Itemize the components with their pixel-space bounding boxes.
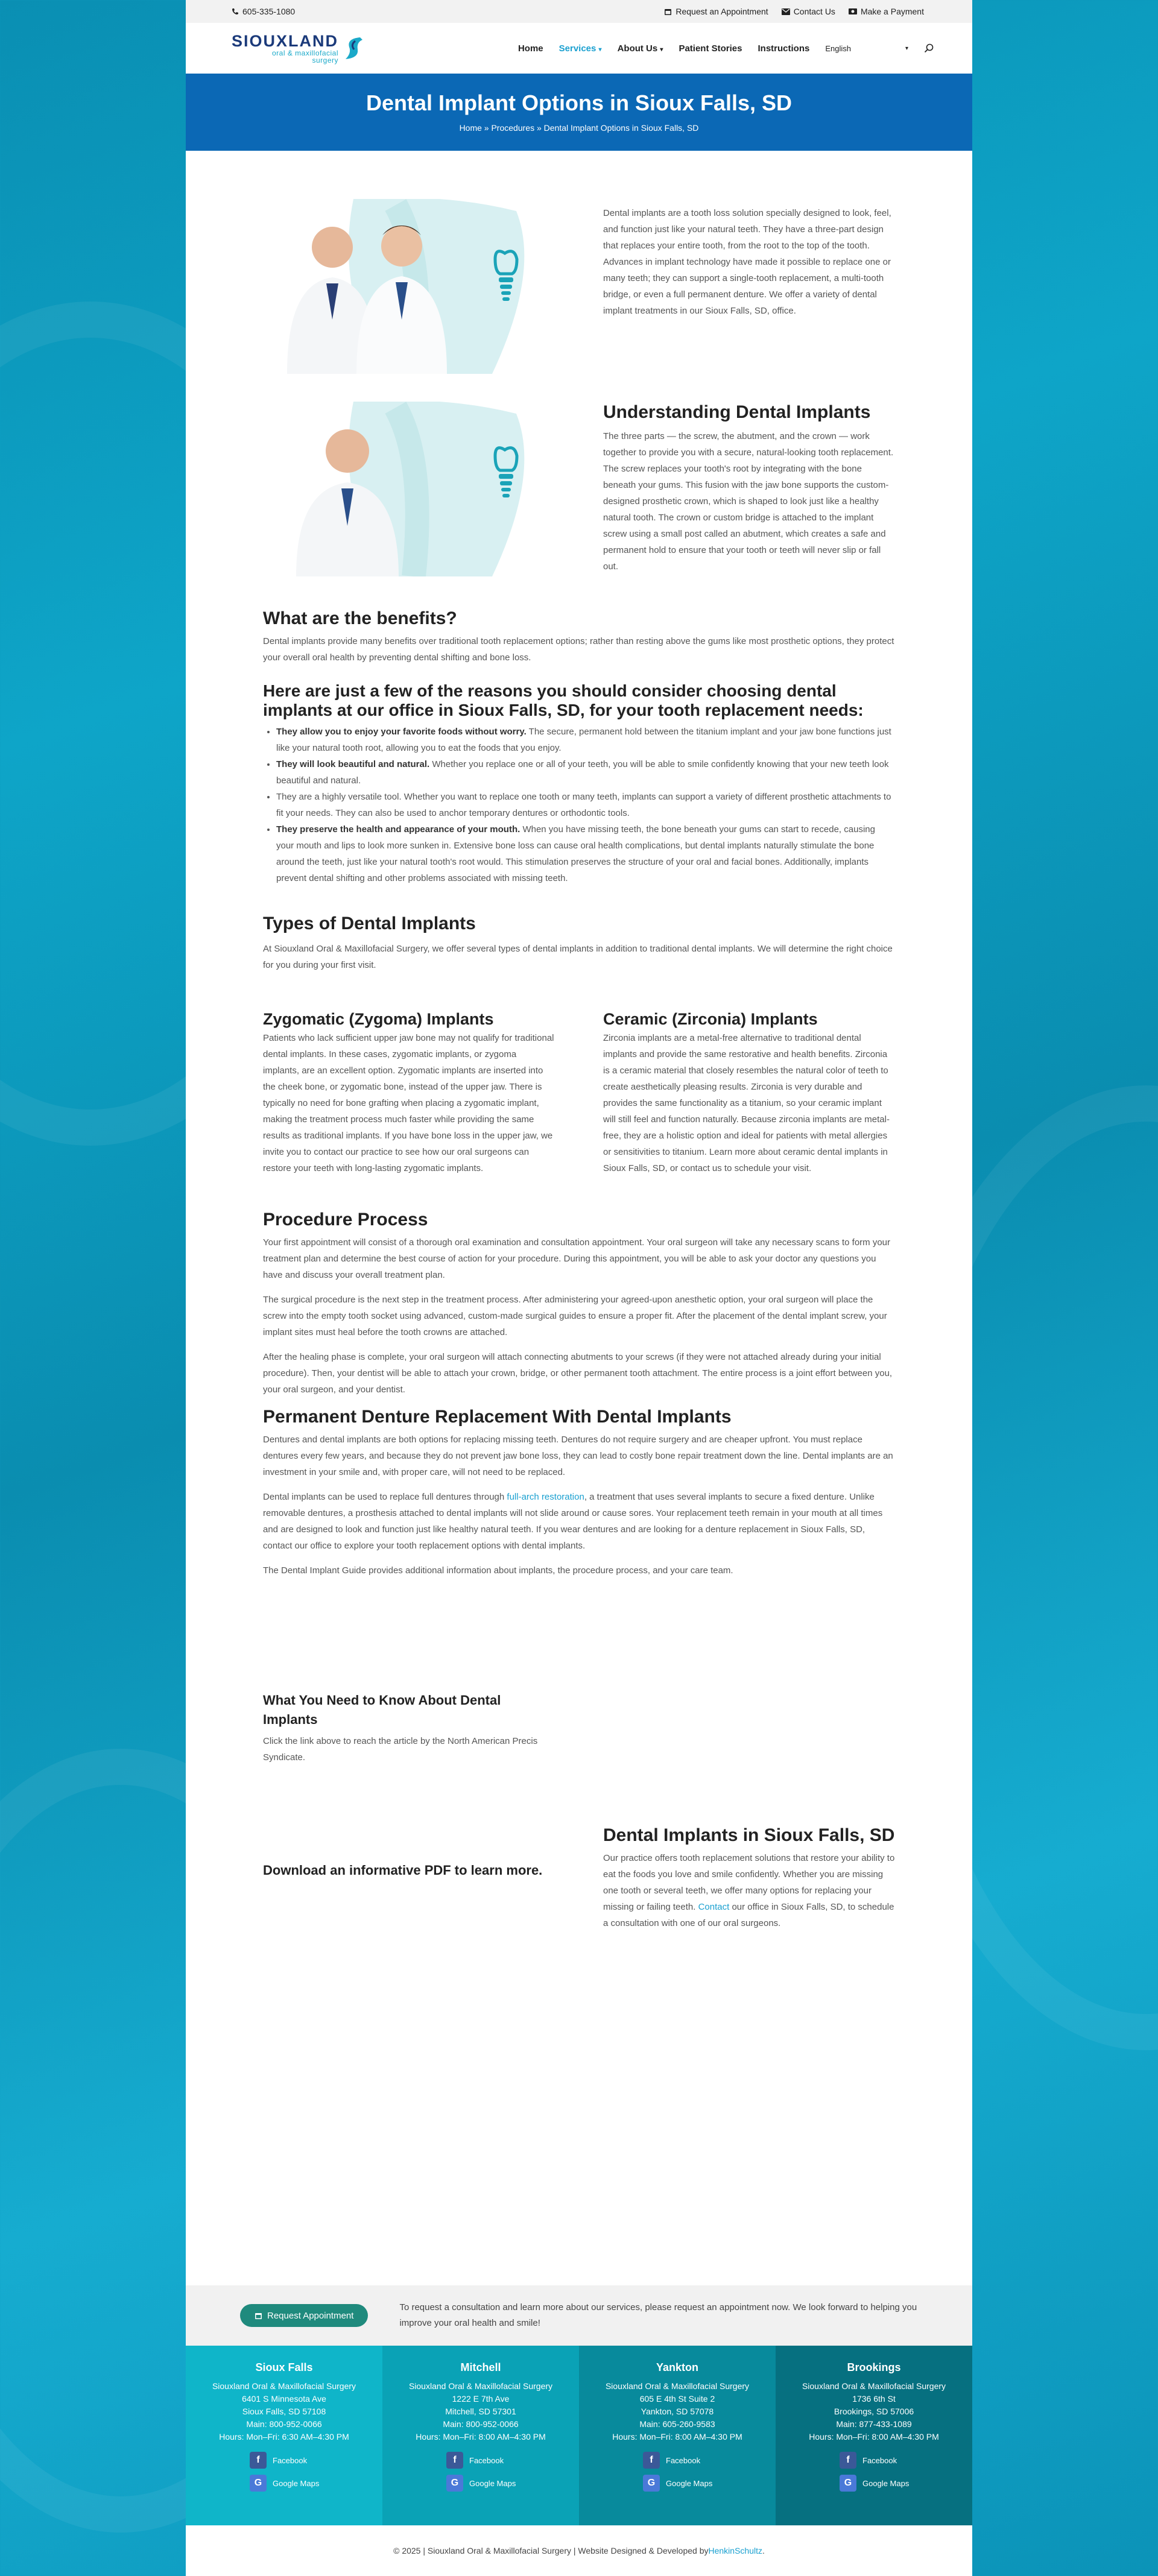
article-paragraph: Click the link above to reach the article by the North American Precis Syndicate. [263,1736,538,1763]
google-icon: G [446,2475,463,2492]
chevron-down-icon: ▾ [660,46,663,53]
procedure-paragraph-2: The surgical procedure is the next step in the treatment process. After administering your agreed-upon anesthetic option, your oral surgeon will place the screw into the empty tooth socket using advanced, custom-made surgical guides to ensure a proper fit. After the placement of the dental implant screw, your implant sites must heal before the tooth crowns are attached. [263,1295,887,1337]
location-city: Yankton, SD 57078 [641,2407,714,2416]
location-city: Mitchell, SD 57301 [445,2407,516,2416]
intro-section [263,199,895,374]
appointment-cta-bar [186,2285,972,2346]
location-street: 1736 6th St [852,2394,896,2404]
logo-wordmark: SIOUXLAND [232,31,339,50]
phone-number: 605-335-1080 [242,7,296,16]
contact-us-link[interactable] [782,7,835,16]
phone-icon [232,8,239,15]
article-heading[interactable]: What You Need to Know About Dental Implants [263,1693,501,1727]
location-card-brookings [776,2346,972,2525]
location-city: Sioux Falls, SD 57108 [242,2407,326,2416]
calendar-icon [255,2312,262,2320]
closing-section [263,1825,895,1931]
nav-item-patient-stories[interactable]: Patient Stories [679,43,742,54]
full-arch-restoration-link[interactable]: full-arch restoration [507,1492,584,1502]
location-hours: Hours: Mon–Fri: 8:00 AM–4:30 PM [612,2432,742,2442]
facebook-link[interactable]: f Facebook [446,2452,579,2469]
make-payment-link[interactable] [849,7,924,16]
request-appointment-button-label: Request Appointment [267,2310,354,2321]
location-practice: Siouxland Oral & Maxillofacial Surgery [605,2381,750,2391]
contact-link[interactable]: Contact [698,1902,730,1912]
language-select[interactable]: English ▾ [825,43,908,53]
zygomatic-heading: Zygomatic (Zygoma) Implants [263,1010,494,1028]
sioux-falls-heading: Dental Implants in Sioux Falls, SD [603,1825,895,1845]
facebook-icon: f [840,2452,856,2469]
ceramic-heading: Ceramic (Zirconia) Implants [603,1010,818,1028]
contact-us-label: Contact Us [793,7,835,16]
implant-types-section [263,1009,895,1176]
understanding-section [263,402,895,576]
developer-link[interactable]: HenkinSchultz [708,2546,762,2555]
location-name: Sioux Falls [255,2361,313,2373]
logo-swirl-icon [342,35,366,62]
location-card-sioux-falls [186,2346,382,2525]
nav-item-home[interactable]: Home [517,43,543,54]
google-maps-link[interactable]: G Google Maps [250,2475,382,2492]
location-hours: Hours: Mon–Fri: 6:30 AM–4:30 PM [219,2432,349,2442]
sioux-falls-paragraph: Our practice offers tooth replacement solutions that restore your ability to eat the foods you love and smile confidently. Whether you are missing one tooth or several teeth, we offer many options for replacing your missing or failing teeth. Contact our office in Sioux Falls, SD, to schedule a consultation with one of our oral surgeons. [603,1853,895,1928]
understanding-heading: Understanding Dental Implants [603,402,871,422]
nav-item-about-us[interactable]: About Us ▾ [617,43,663,54]
denture-paragraph-2: Dental implants can be used to replace full dentures through full-arch restoration, a treatment that uses several implants to secure a fixed denture. Unlike removable dentures, a prosthesis attached to dental implants will not slide around or cause sores. Your replacement teeth remain in your mouth at all times and are designed to look and function just like healthy natural teeth. If you wear dentures and are looking for a denture replacement in Sioux Falls, SD, contact our office to explore your tooth replacement options with dental implants. [263,1492,883,1551]
request-appointment-link[interactable] [664,7,768,16]
location-city: Brookings, SD 57006 [834,2407,914,2416]
location-street: 605 E 4th St Suite 2 [639,2394,715,2404]
facebook-icon: f [250,2452,267,2469]
location-phone[interactable]: Main: 605-260-9583 [639,2419,715,2429]
envelope-icon [782,8,790,15]
location-phone[interactable]: Main: 877-433-1089 [836,2419,912,2429]
google-maps-link[interactable]: G Google Maps [643,2475,776,2492]
location-street: 1222 E 7th Ave [452,2394,510,2404]
site-footer [186,2525,972,2576]
location-phone[interactable]: Main: 800-952-0066 [246,2419,322,2429]
list-item: • They preserve the health and appearance of your mouth. When you have missing teeth, the bone beneath your gums can start to recede, causing your mouth and lips to look more sunken in. Extensive bone loss can cause oral health complications, but dental implants naturally stimulate the bone around the teeth, just like your natural tooth's root would. This stimulation preserves the structure of your oral and facial bones. Additionally, implants prevent dental shifting and other problems associated with missing teeth. [276,821,895,886]
logo-subtitle-2: surgery [312,55,339,65]
calendar-icon [664,8,672,16]
article-block [263,1691,555,1766]
surgeons-photo [263,199,555,374]
request-appointment-button[interactable] [240,2304,368,2327]
footer-period: . [762,2546,765,2555]
copyright-text: © 2025 | Siouxland Oral & Maxillofacial Surgery | Website Designed & Developed by [393,2546,709,2555]
page-hero [186,74,972,151]
benefits-paragraph: Dental implants provide many benefits over traditional tooth replacement options; rather than resting above the gums like most prosthetic options, they protect your overall oral health by preventing dental shifting and bone loss. [263,636,894,663]
search-icon[interactable] [924,43,934,53]
breadcrumb[interactable]: Home » Procedures » Dental Implant Options in Sioux Falls, SD [459,123,699,133]
ceramic-paragraph: Zirconia implants are a metal-free alternative to traditional dental implants and provide the same restorative and health benefits. Zirconia is a ceramic material that closely resembles the natural color of teeth to create aesthetically pleasing results. Zirconia is very durable and provides the same functionality as a titanium, so your ceramic implant will still feel and function naturally. Because zirconia implants are metal-free, they are a holistic option and ideal for patients with metal allergies or sensitivities to titanium. Learn more about ceramic dental implants in Sioux Falls, SD, or contact us to schedule your visit. [603,1033,890,1173]
location-phone[interactable]: Main: 800-952-0066 [443,2419,519,2429]
facebook-link[interactable]: f Facebook [643,2452,776,2469]
zygomatic-paragraph: Patients who lack sufficient upper jaw bone may not qualify for traditional dental implants. In these cases, zygomatic implants, or zygoma implants, are an excellent option. Zygomatic implants are inserted into the cheek bone, or zygomatic bone, instead of the upper jaw. There is typically no need for bone grafting when placing a zygomatic implant, making the treatment process much faster while providing the same results as traditional implants. If you have bone loss in the upper jaw, we invite you to contact our practice to see how our oral surgeons can restore your teeth with long-lasting zygomatic implants. [263,1033,554,1173]
page-container [186,0,972,2576]
surgeon-photo [263,402,555,576]
location-practice: Siouxland Oral & Maxillofacial Surgery [408,2381,553,2391]
list-item: • They will look beautiful and natural. Whether you replace one or all of your teeth, you will be able to smile confidently knowing that your new teeth look beautiful and natural. [276,756,895,789]
payment-icon [849,8,857,15]
list-item: • They allow you to enjoy your favorite foods without worry. The secure, permanent hold between the titanium implant and your jaw bone functions just like your natural tooth root, allowing you to eat the foods that you enjoy. [276,724,895,756]
facebook-icon: f [446,2452,463,2469]
types-heading: Types of Dental Implants [263,914,476,933]
google-maps-link[interactable]: G Google Maps [840,2475,972,2492]
procedure-heading: Procedure Process [263,1210,428,1230]
google-maps-link[interactable]: G Google Maps [446,2475,579,2492]
google-icon: G [643,2475,660,2492]
facebook-link[interactable]: f Facebook [250,2452,382,2469]
denture-paragraph-3: The Dental Implant Guide provides additional information about implants, the procedure process, and your care team. [263,1565,733,1576]
cta-text: To request a consultation and learn more about our services, please request an appointment now. We look forward to helping you improve your oral health and smile! [399,2302,917,2328]
locations-section [186,2346,972,2525]
site-header [186,23,972,74]
location-practice: Siouxland Oral & Maxillofacial Surgery [212,2381,356,2391]
procedure-paragraph-3: After the healing phase is complete, your oral surgeon will attach connecting abutments to your screws (if they were not attached already during your initial procedure). Then, your dentist will be able to attach your crown, bridge, or other permanent tooth attachment. The entire process is a joint effort between you, your oral surgeon, and your dentist. [263,1352,893,1395]
page-title: Dental Implant Options in Sioux Falls, SD [365,90,793,115]
location-name: Yankton [656,2361,698,2373]
facebook-link[interactable]: f Facebook [840,2452,972,2469]
benefits-heading: What are the benefits? [263,608,457,628]
types-paragraph: At Siouxland Oral & Maxillofacial Surgery, we offer several types of dental implants in addition to traditional dental implants. We will determine the right choice for you during your first visit. [263,944,893,970]
google-icon: G [250,2475,267,2492]
main-nav [518,43,934,54]
denture-paragraph-1: Dentures and dental implants are both options for replacing missing teeth. Dentures do not require surgery and are cheaper upfront. You must replace dentures every few years, and because they do not prevent jaw bone loss, they can lead to costly bone repair treatment down the line. Dental implants are an investment in your smile and, with proper care, will not need to be replaced. [263,1435,893,1477]
procedure-paragraph-1: Your first appointment will consist of a thorough oral examination and consultation appointment. Your oral surgeon will take any necessary scans to form your treatment plan and determine the best course of action for your procedure. During this appointment, you will be able to ask your doctor any questions you have and discuss your overall treatment plan. [263,1237,891,1280]
location-street: 6401 S Minnesota Ave [242,2394,326,2404]
intro-paragraph: Dental implants are a tooth loss solution specially designed to look, feel, and function just like your natural teeth. They have a three-part design that replaces your entire tooth, from the root to the top of the tooth. Advances in implant technology have made it possible to replace one or many teeth; they can support a single-tooth replacement, a multi-tooth bridge, or even a full permanent denture. We offer a variety of dental implant treatments in our Sioux Falls, SD, office. [603,208,891,316]
location-hours: Hours: Mon–Fri: 8:00 AM–4:30 PM [809,2432,939,2442]
nav-item-services[interactable]: Services ▾ [558,43,602,54]
pdf-download-link[interactable]: Download an informative PDF to learn more. [263,1863,543,1878]
site-logo[interactable] [232,33,366,64]
make-payment-label: Make a Payment [860,7,924,16]
top-bar [186,0,972,23]
chevron-down-icon: ▾ [598,46,602,53]
understanding-paragraph: The three parts — the screw, the abutment, and the crown — work together to provide you with a secure, natural-looking tooth replacement. The screw replaces your tooth's root by integrating with the bone beneath your gums. This fusion with the jaw bone supports the custom-designed prosthetic crown, which is shaped to look just like a healthy natural tooth. The crown or custom bridge is attached to the implant screw using a small post called an abutment, which creates a safe and permanent hold to ensure that your tooth or teeth will never slip or fall out. [603,431,894,572]
logo-subtitle: oral & maxillofacial [271,48,339,57]
main-content [186,199,972,1931]
location-hours: Hours: Mon–Fri: 8:00 AM–4:30 PM [416,2432,546,2442]
request-appointment-label: Request an Appointment [676,7,768,16]
google-icon: G [840,2475,856,2492]
reasons-heading: Here are just a few of the reasons you should consider choosing dental implants at our office in Sioux Falls, SD, for your tooth replacement needs: [263,681,864,719]
nav-item-instructions[interactable]: Instructions [758,43,810,54]
location-name: Mitchell [460,2361,501,2373]
location-card-yankton [579,2346,776,2525]
facebook-icon: f [643,2452,660,2469]
location-card-mitchell [382,2346,579,2525]
location-practice: Siouxland Oral & Maxillofacial Surgery [802,2381,946,2391]
reasons-list [263,724,895,886]
location-name: Brookings [847,2361,901,2373]
phone-link[interactable] [232,7,295,16]
chevron-down-icon: ▾ [905,45,908,52]
list-item: • They are a highly versatile tool. Whether you want to replace one tooth or many teeth, implants can support a variety of different prosthetic attachments to fit your needs. They can also be used to anchor temporary dentures or orthodontic tools. [276,789,895,821]
denture-heading: Permanent Denture Replacement With Dental Implants [263,1407,732,1427]
